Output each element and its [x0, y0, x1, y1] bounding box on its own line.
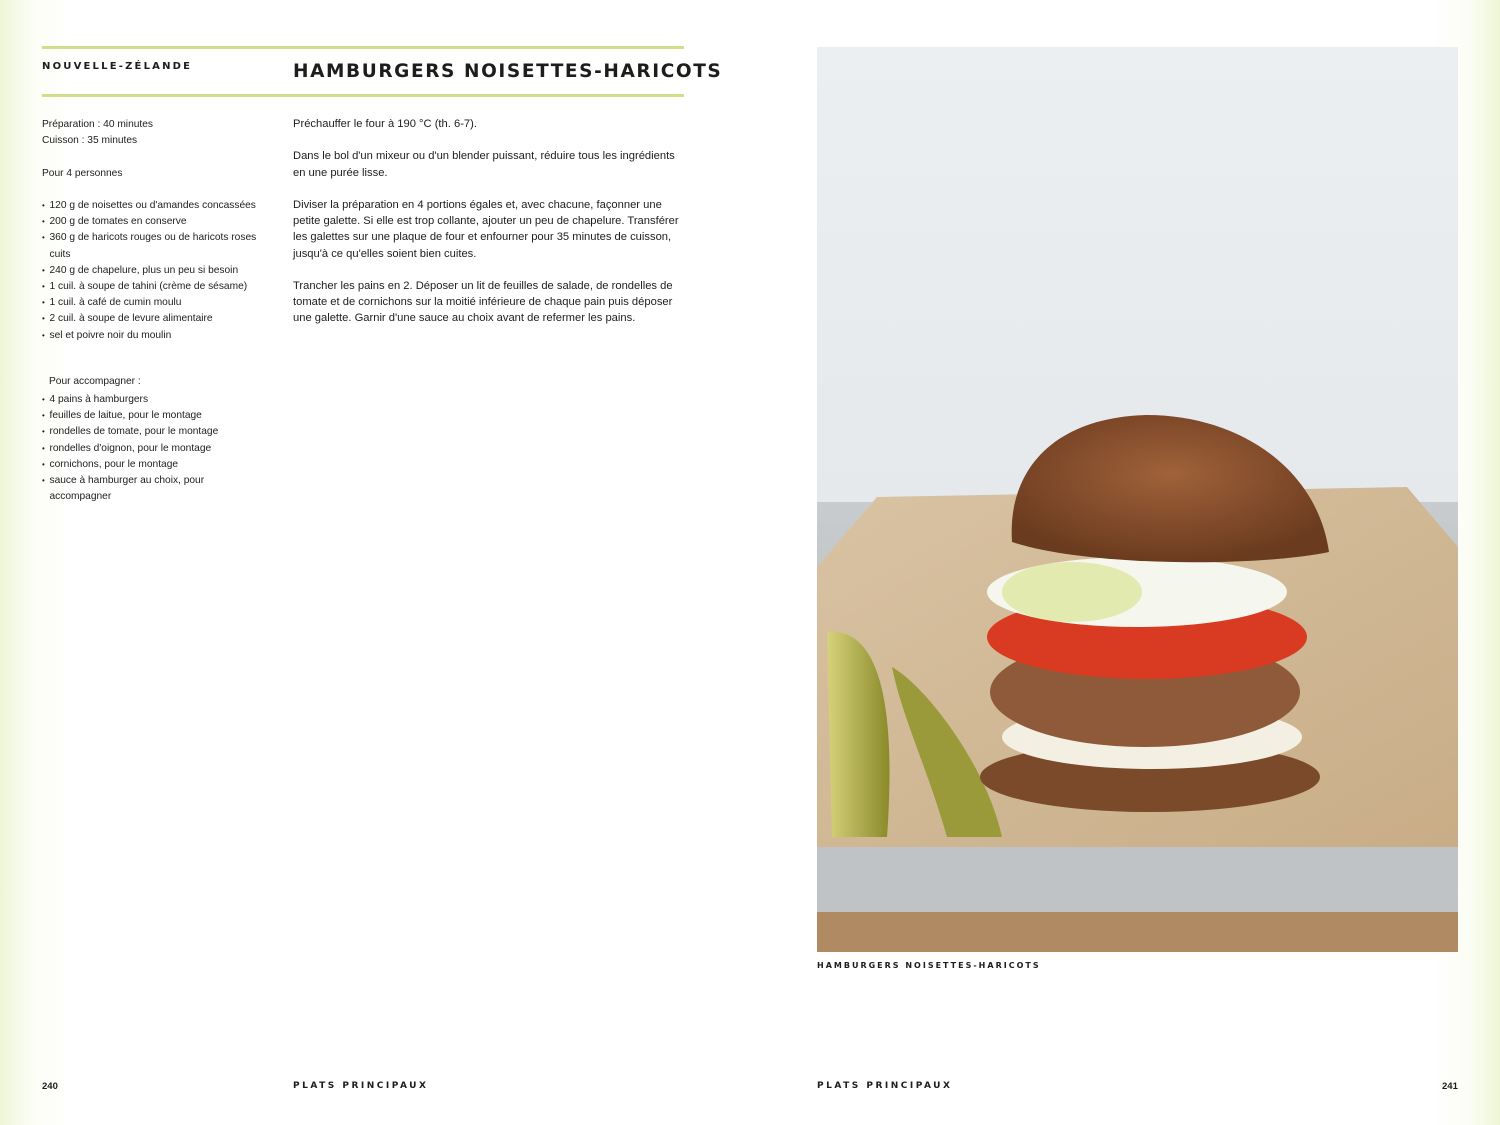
ingredient-item: • 240 g de chapelure, plus un peu si besoin [42, 263, 267, 279]
prep-time: Préparation : 40 minutes [42, 119, 153, 130]
accompaniment-item: • cornichons, pour le montage [42, 457, 267, 473]
accompaniment-item: • sauce à hamburger au choix, pour accompagner [42, 473, 210, 505]
method-step: Préchauffer le four à 190 °C (th. 6-7). [293, 118, 477, 130]
servings: Pour 4 personnes [42, 168, 123, 179]
page-number-left: 240 [42, 1081, 58, 1092]
ingredient-item: • 120 g de noisettes ou d'amandes concassées [42, 198, 267, 214]
cook-time: Cuisson : 35 minutes [42, 135, 138, 147]
recipe-title: HAMBURGERS NOISETTES-HARICOTS [293, 61, 723, 82]
ingredient-item: • 2 cuil. à soupe de levure alimentaire [42, 311, 267, 327]
region-label: NOUVELLE-ZÉLANDE [42, 61, 193, 72]
running-head-left: PLATS PRINCIPAUX [293, 1081, 429, 1091]
recipe-meta [42, 117, 153, 149]
method-step: Trancher les pains en 2. Déposer un lit de feuilles de salade, de rondelles de tomate et de cornichons sur la moitié inférieure de chaque pain puis déposer une galette. Garnir d'une sauce au choix avant de refermer les pains. [293, 279, 673, 325]
header-top-rule [42, 46, 684, 49]
accompaniment-list [42, 392, 267, 505]
ingredient-item: • sel et poivre noir du moulin [42, 328, 267, 344]
burger-photo [817, 47, 1458, 952]
ingredient-item: • 200 g de tomates en conserve [42, 214, 267, 230]
ingredient-item: • 360 g de haricots rouges ou de haricots roses cuits [42, 230, 267, 262]
running-head-right: PLATS PRINCIPAUX [817, 1081, 953, 1091]
photo-caption: HAMBURGERS NOISETTES-HARICOTS [817, 961, 1041, 970]
method-step: Diviser la préparation en 4 portions égales et, avec chacune, façonner une petite galette. Si elle est trop collante, ajouter un peu de chapelure. Transférer les galettes sur une plaque de four et enfourner pour 35 minutes de cuisson, jusqu'à ce qu'elles soient bien cuites. [293, 198, 679, 260]
burger-illustration [817, 47, 1458, 952]
accompaniment-item: • 4 pains à hamburgers [42, 392, 267, 408]
ingredient-item: • 1 cuil. à café de cumin moulu [42, 295, 267, 311]
header-bottom-rule [42, 94, 684, 97]
page-number-right: 241 [1442, 1081, 1458, 1092]
method-step: Dans le bol d'un mixeur ou d'un blender puissant, réduire tous les ingrédients en une purée lisse. [293, 150, 675, 179]
method-steps [293, 116, 685, 343]
accompaniment-heading: Pour accompagner : [49, 376, 141, 387]
ingredient-item: • 1 cuil. à soupe de tahini (crème de sésame) [42, 279, 267, 295]
accompaniment-item: • rondelles d'oignon, pour le montage [42, 441, 267, 457]
ingredient-list [42, 198, 267, 344]
accompaniment-item: • rondelles de tomate, pour le montage [42, 424, 267, 440]
accompaniment-item: • feuilles de laitue, pour le montage [42, 408, 267, 424]
